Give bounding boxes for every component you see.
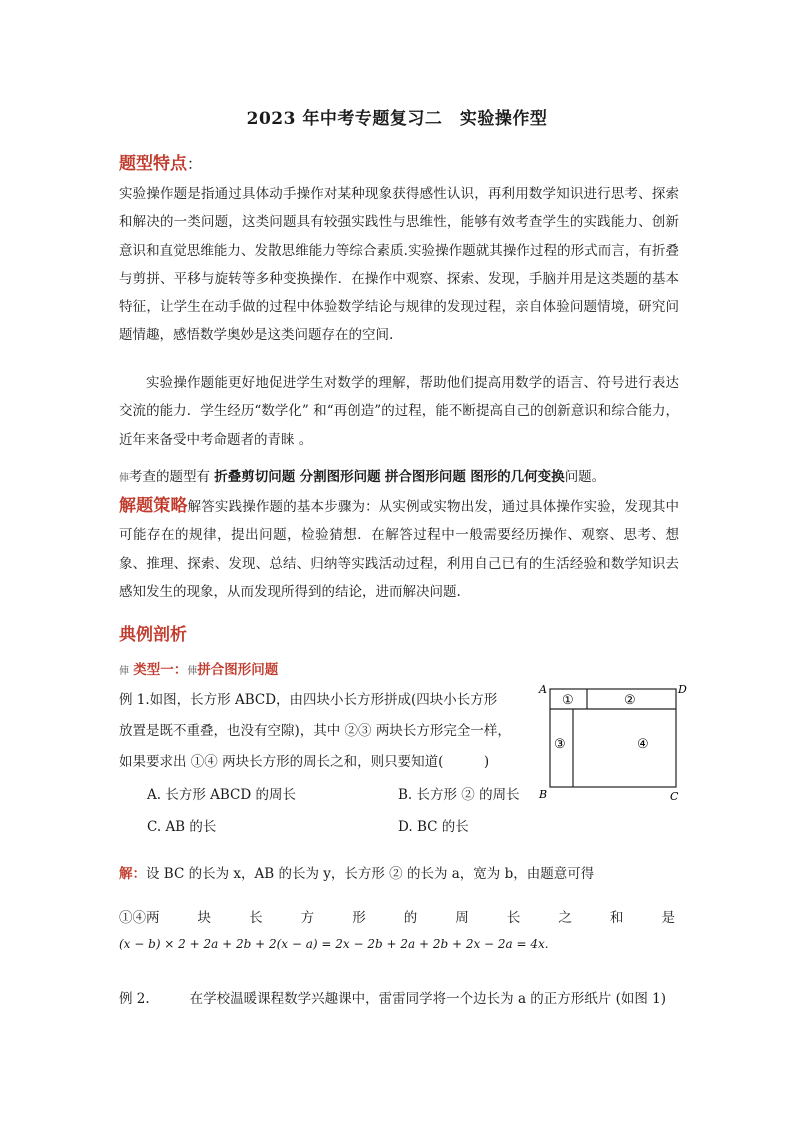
region-2: ②	[624, 693, 636, 708]
option-d-text: BC 的长	[416, 819, 469, 835]
option-b-label: B.	[398, 787, 413, 803]
region-1: ①	[562, 693, 574, 708]
spread-word: 和	[609, 910, 624, 926]
spread-word: 块	[197, 910, 212, 926]
spread-word: 是	[661, 910, 675, 926]
option-c-label: C.	[147, 819, 162, 835]
topic-item-1: 折叠剪切问题	[214, 469, 296, 485]
rectangle-figure	[536, 682, 696, 802]
topic-item-4: 图形的几何变换	[470, 469, 565, 485]
strategy-paragraph	[119, 492, 679, 606]
topics-line	[119, 465, 605, 485]
topic-item-3: 拼合图形问题	[384, 469, 466, 485]
option-d-label: D.	[398, 819, 413, 835]
type-heading	[119, 658, 278, 678]
features-heading: 题型特点	[119, 154, 187, 174]
features-paragraph-2	[119, 369, 679, 454]
features-text-2: 实验操作题能更好地促进学生对数学的理解，帮助他们提高用数学的语言、符号进行表达交流的能力．学生经历“数学化” 和“再创造”的过程，能不断提高自己的创新意识和综合能力，近年来备受中考命题者的青睐 。	[119, 375, 679, 448]
spread-word: 形	[352, 910, 366, 926]
option-c-text: AB 的长	[165, 819, 217, 835]
region-3: ③	[554, 737, 566, 752]
spread-word: 周	[455, 910, 469, 926]
features-paragraph-1	[119, 180, 679, 350]
example2-label: 例 2.	[119, 991, 150, 1007]
features-heading-suffix: ：	[187, 155, 203, 173]
example1-line-3: 如果要求出 ①④ 两块长方形的周长之和，则只要知道( )	[119, 754, 490, 770]
solution-label: 解：	[119, 866, 146, 882]
topics-prefix: 考查的题型有	[129, 469, 210, 485]
option-c	[147, 815, 216, 835]
page-title: 2023 年中考专题复习二 实验操作型	[246, 109, 548, 129]
example2-line	[119, 987, 666, 1007]
spread-word: 方	[300, 910, 315, 926]
type-marker: 俥	[119, 666, 129, 677]
example2-text: 在学校温暖课程数学兴趣课中，雷雷同学将一个边长为 a 的正方形纸片 (如图 1)	[189, 991, 667, 1007]
solution-equation: (x − b) × 2 + 2a + 2b + 2(x − a) = 2x − 2b + 2a + 2b + 2x − 2a = 4x.	[119, 937, 549, 951]
corner-d: D	[678, 683, 687, 696]
type-label: 类型一：	[133, 662, 188, 678]
option-a-label: A.	[147, 787, 162, 803]
strategy-heading: 解题策略	[119, 496, 188, 516]
corner-c: C	[670, 790, 679, 802]
option-d	[398, 815, 469, 835]
option-a-text: 长方形 ABCD 的周长	[165, 787, 296, 803]
example1-line-2: 放置是既不重叠，也没有空隙)，其中 ②③ 两块长方形完全一样，	[119, 723, 511, 739]
topic-item-2: 分割图形问题	[299, 469, 381, 485]
features-text-1: 实验操作题是指通过具体动手操作对某种现象获得感性认识，再利用数学知识进行思考、探索和解决的一类问题，这类问题具有较强实践性与思维性，能够有效考查学生的实践能力、创新意识和直觉思维能力、发散思维能力等综合素质.实验操作题就其操作过程的形式而言，有折叠与剪拼、平移与旋转等多种变换操作．在操作中观察、探索、发现，手脑并用是这类题的基本特征，让学生在动手做的过程中体验数学结论与规律的发现过程，亲自体验问题情境，研究问题情趣，感悟数学奥妙是这类问题存在的空间.	[119, 186, 679, 344]
topics-suffix: 问题。	[564, 469, 606, 485]
example1-line-1: 例 1.如图，长方形 ABCD，由四块小长方形拼成(四块小长方形	[119, 692, 498, 708]
spread-word: 长	[506, 910, 521, 926]
spread-word: 之	[558, 910, 572, 926]
corner-a: A	[539, 683, 547, 696]
spread-word: 长	[249, 910, 263, 926]
solution-text: 设 BC 的长为 x，AB 的长为 y，长方形 ② 的长为 a，宽为 b，由题意可得	[146, 866, 595, 882]
option-a	[147, 783, 296, 803]
region-4: ④	[637, 737, 649, 752]
type-name: 拼合图形问题	[197, 662, 279, 678]
spread-word: 的	[403, 910, 418, 926]
option-b-text: 长方形 ② 的周长	[416, 787, 520, 803]
type-marker-2: 俥	[187, 666, 198, 677]
solution-spread-line	[119, 906, 675, 926]
solution-line	[119, 862, 594, 882]
corner-b: B	[539, 788, 548, 801]
section-heading-features	[119, 149, 202, 174]
strategy-text: 解答实践操作题的基本步骤为：从实例或实物出发，通过具体操作实验，发现其中可能存在的规律，提出问题，检验猜想．在解答过程中一般需要经历操作、观察、思考、想象、推理、探索、发现、总结、归纳等实践活动过程，利用自己已有的生活经验和数学知识去感知发生的现象，从而发现所得到的结论，进而解决问题.	[119, 499, 680, 600]
topics-marker: 俥	[119, 473, 129, 484]
analysis-heading: 典例剖析	[119, 625, 187, 645]
option-b	[398, 783, 520, 803]
spread-word: ①④两	[119, 910, 160, 926]
